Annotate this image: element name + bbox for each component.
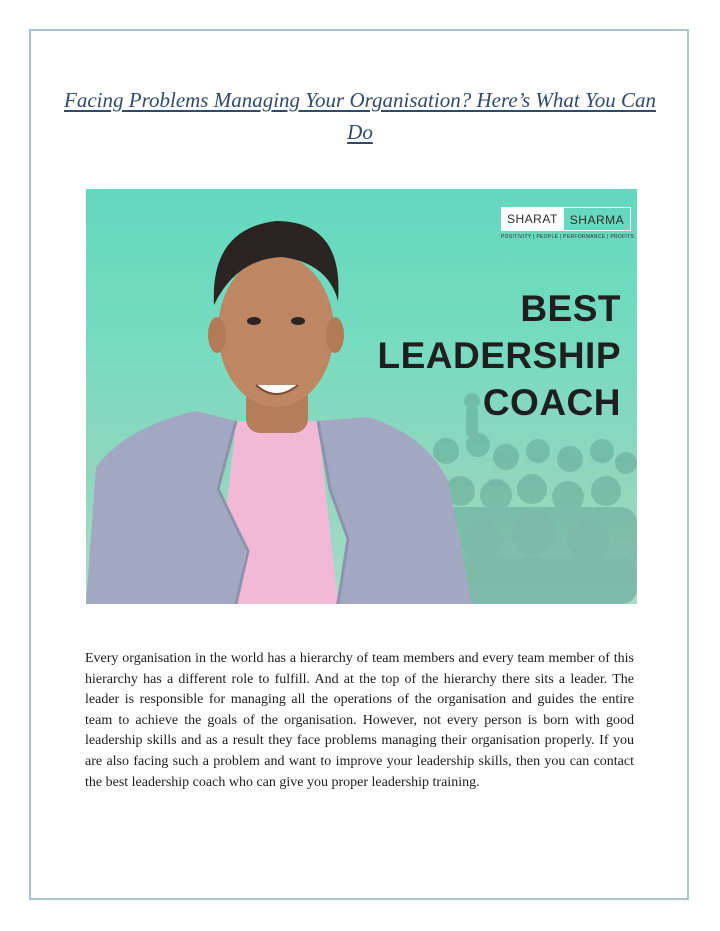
coach-portrait [86, 189, 637, 604]
body-paragraph: Every organisation in the world has a hierarchy of team members and every team member of this hierarchy has a different role to fulfill. And at the top of the hierarchy there sits a leader. The leader is responsible for managing all the operations of the organisation and guides the entire team to achieve the goals of the organisation. However, not every person is born with good leadership skills and as a result they face problems managing their organisation properly. If you are also facing such a problem and want to improve your leadership skills, then you can contact the best leadership coach who can give you proper leadership training. [85, 651, 634, 790]
headline-line-2: LEADERSHIP [377, 335, 621, 376]
document-title[interactable] [60, 84, 660, 148]
banner-image [86, 189, 637, 604]
brand-tagline: POSITIVITY | PEOPLE | PERFORMANCE | PROFITS [501, 234, 635, 240]
blazer-left [86, 411, 246, 604]
headline-line-3: COACH [482, 382, 621, 423]
title-link[interactable]: Facing Problems Managing Your Organisation? Here’s What You Can Do [64, 88, 656, 144]
headline-line-1: BEST [520, 288, 621, 329]
brand-last-name: SHARMA [564, 207, 631, 231]
brand-first-name: SHARAT [501, 207, 564, 231]
